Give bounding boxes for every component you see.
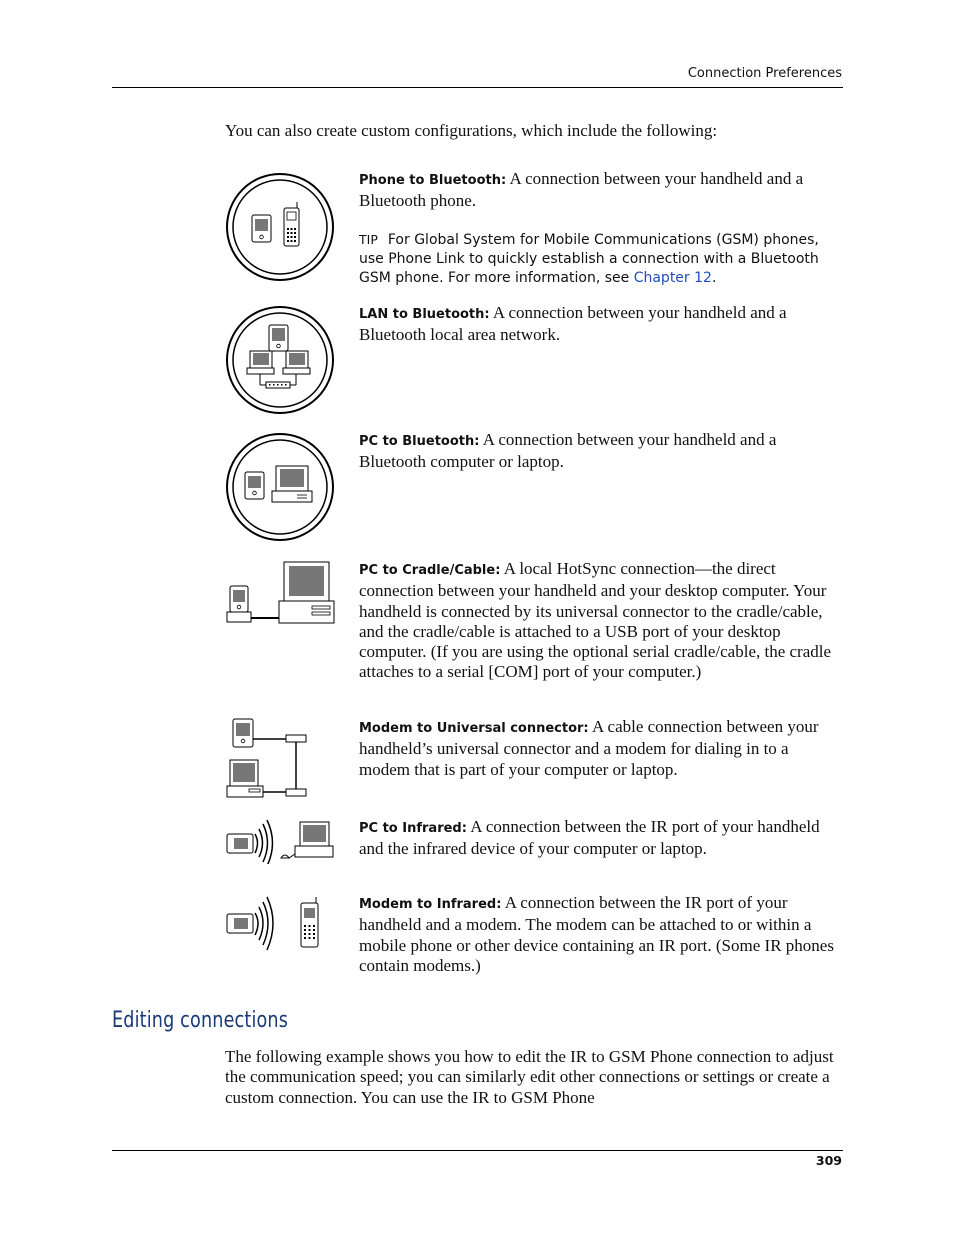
header-rule: [112, 87, 843, 88]
entry-phone-to-bluetooth: [359, 169, 839, 212]
entry-description: A connection between your handheld and a Bluetooth phone.: [359, 169, 804, 211]
section-heading: Editing connections: [112, 1008, 289, 1033]
pc-to-infrared-icon: [225, 818, 335, 864]
entry-term: PC to Bluetooth:: [359, 434, 480, 449]
entry-pc-to-bluetooth: [359, 430, 839, 473]
entry-term: PC to Infrared:: [359, 821, 467, 836]
modem-to-universal-connector-icon: [225, 717, 315, 801]
footer-rule: [112, 1150, 843, 1151]
entry-description: A cable connection between your handheld’s universal connector and a modem for dialing in to a modem that is part of your computer or laptop.: [359, 717, 819, 779]
page-number: 309: [815, 1153, 842, 1168]
entry-description: A connection between your handheld and a Bluetooth computer or laptop.: [359, 430, 777, 472]
entry-term: Modem to Infrared:: [359, 897, 502, 912]
entry-lan-to-bluetooth: [359, 303, 839, 346]
entry-description: A local HotSync connection—the direct connection between your handheld and your desktop computer. Your handheld is connected by its universal connector to the cradle/cable, and the cradle/cable is attached to a USB port of your desktop computer. (If you are using the optional serial cradle/cable, the cradle attaches to a serial [COM] port of your computer.): [359, 559, 832, 682]
chapter-link[interactable]: Chapter 12: [633, 270, 712, 286]
entry-pc-to-cradle: [359, 559, 839, 683]
pc-to-bluetooth-icon: [225, 432, 335, 542]
entry-description: A connection between the IR port of your handheld and the infrared device of your computer or laptop.: [359, 817, 820, 859]
tip-text: For Global System for Mobile Communications (GSM) phones, use Phone Link to quickly establish a connection with a Bluetooth GSM phone. For more information, see: [359, 232, 819, 286]
entry-modem-to-universal-connector: [359, 717, 839, 780]
phone-to-bluetooth-icon: [225, 172, 335, 282]
entry-pc-to-infrared: [359, 817, 839, 860]
entry-description: A connection between the IR port of your handheld and a modem. The modem can be attached to or within a mobile phone or other device containing an IR port. (Some IR phones contain modems.): [359, 893, 834, 975]
modem-to-infrared-icon: [225, 895, 325, 951]
lan-to-bluetooth-icon: [225, 305, 335, 415]
entry-term: Modem to Universal connector:: [359, 721, 589, 736]
entry-term: Phone to Bluetooth:: [359, 173, 507, 188]
entry-description: A connection between your handheld and a Bluetooth local area network.: [359, 303, 787, 345]
entry-modem-to-infrared: [359, 893, 839, 976]
entry-term: LAN to Bluetooth:: [359, 307, 490, 322]
tip-note: [359, 230, 844, 288]
pc-to-cradle-icon: [225, 560, 337, 626]
section-body: The following example shows you how to edit the IR to GSM Phone connection to adjust the communication speed; you can similarly edit other connections or settings or create a custom connection. You can use the IR to GSM Phone: [225, 1047, 834, 1107]
running-header: Connection Preferences: [687, 66, 842, 81]
tip-label: TIP: [359, 232, 378, 247]
entry-term: PC to Cradle/Cable:: [359, 563, 501, 578]
intro-paragraph: You can also create custom configurations, which include the following:: [225, 121, 718, 140]
tip-end: .: [711, 270, 717, 286]
